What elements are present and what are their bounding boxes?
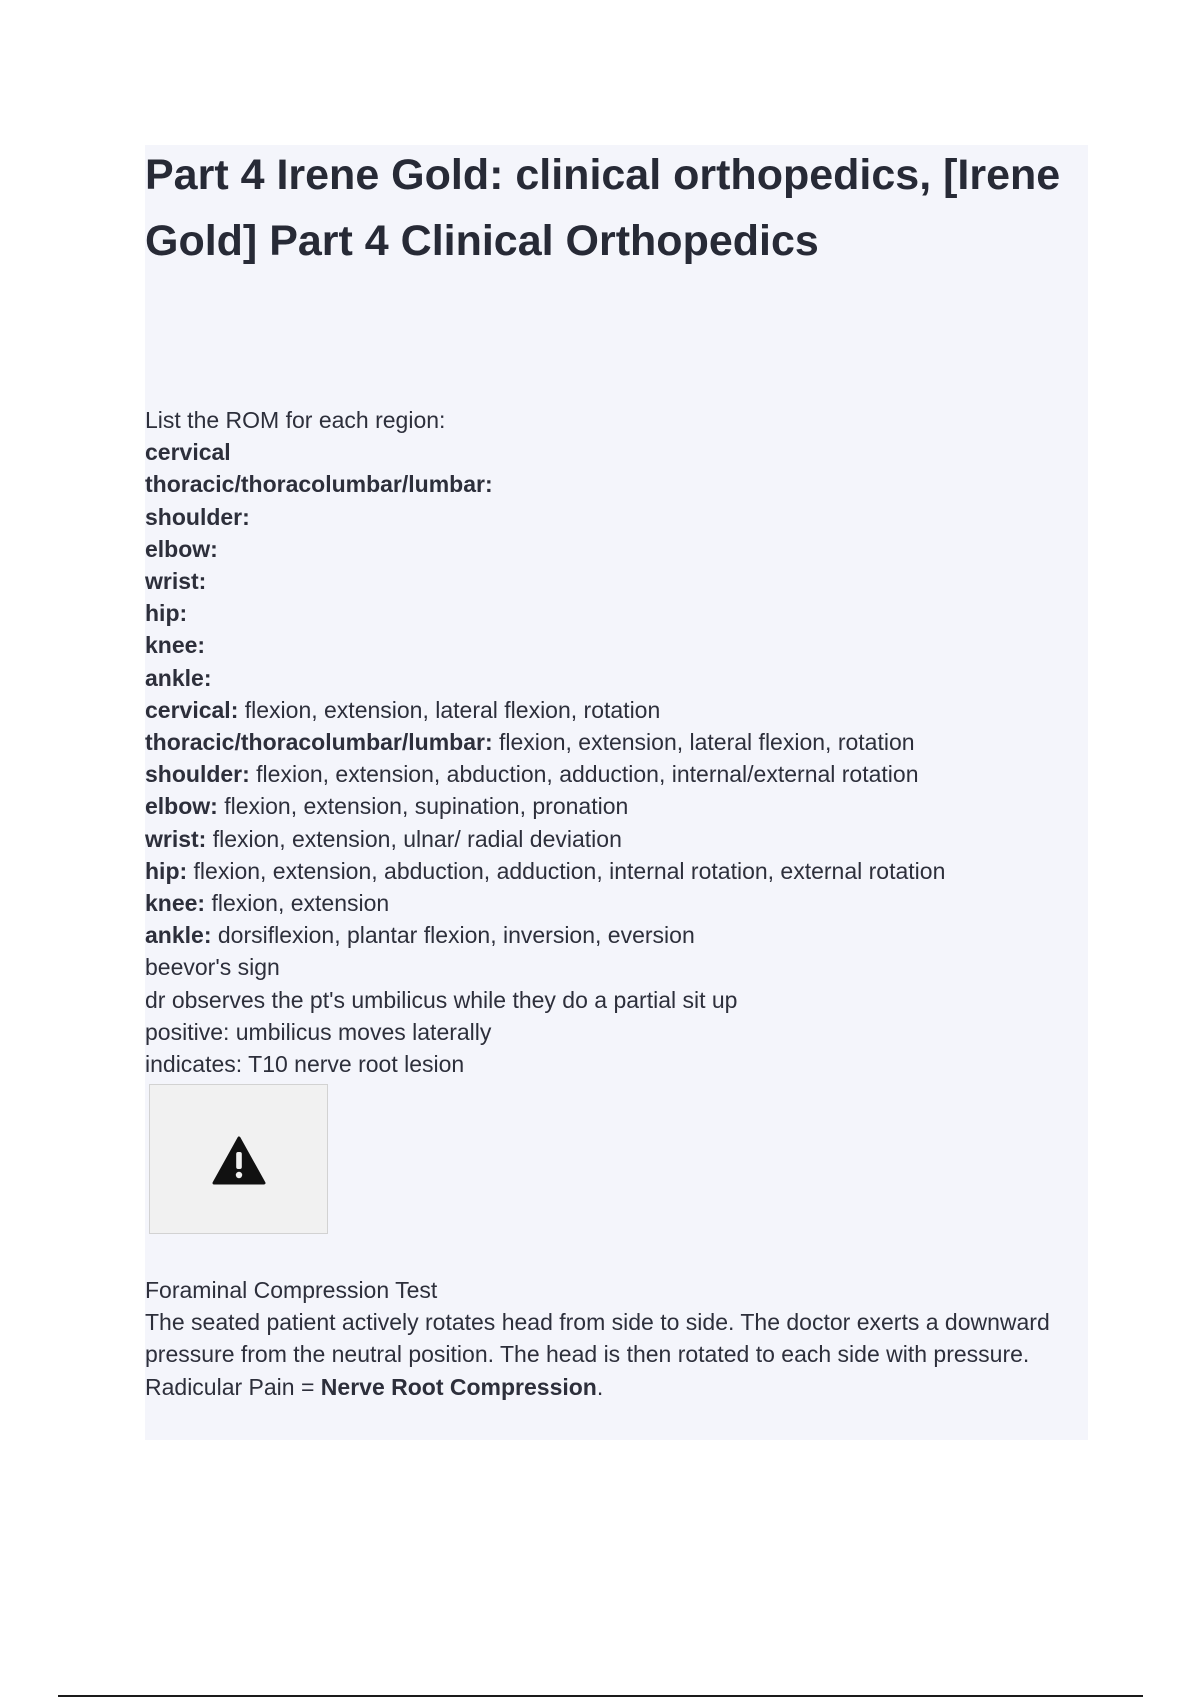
rom-answer-region: thoracic/thoracolumbar/lumbar: bbox=[145, 729, 493, 756]
rom-answer-motions: flexion, extension, lateral flexion, rotation bbox=[492, 729, 915, 756]
rom-answer-region: cervical: bbox=[145, 696, 239, 723]
rom-answer-motions: flexion, extension bbox=[205, 890, 390, 917]
rom-answer-row bbox=[145, 919, 1085, 951]
rom-region-label: shoulder: bbox=[145, 503, 250, 530]
rom-answer-region: hip: bbox=[145, 857, 188, 884]
rom-region-label: elbow: bbox=[145, 535, 218, 562]
rom-answer-region: elbow: bbox=[145, 793, 218, 820]
rom-region-label: cervical bbox=[145, 439, 231, 466]
warning-triangle-icon bbox=[212, 1136, 266, 1186]
result-emphasis: Nerve Root Compression bbox=[320, 1373, 597, 1400]
rom-region-label: wrist: bbox=[145, 568, 207, 595]
foraminal-test-description: The seated patient actively rotates head from side to side. The doctor exerts a downward pressure from the neutral position. The head is then rotated to each side with pressure. bbox=[145, 1309, 1050, 1368]
rom-answer-row bbox=[145, 823, 1085, 855]
rom-answer-motions: flexion, extension, lateral flexion, rotation bbox=[238, 696, 661, 723]
rom-answer-row bbox=[145, 855, 1085, 887]
beevors-sign-procedure: dr observes the pt's umbilicus while they do a partial sit up bbox=[145, 986, 738, 1013]
result-prefix: Radicular Pain = bbox=[145, 1373, 321, 1400]
rom-region-label: ankle: bbox=[145, 664, 212, 691]
rom-section bbox=[145, 404, 1085, 1080]
foraminal-compression-section bbox=[145, 1274, 1085, 1403]
rom-answer-row bbox=[145, 694, 1085, 726]
beevors-sign-indicates: indicates: T10 nerve root lesion bbox=[145, 1051, 465, 1078]
rom-answer-region: wrist: bbox=[145, 825, 207, 852]
rom-region-label: knee: bbox=[145, 632, 206, 659]
beevors-sign-title: beevor's sign bbox=[145, 954, 280, 981]
rom-answer-row bbox=[145, 887, 1085, 919]
rom-answer-motions: dorsiflexion, plantar flexion, inversion, eversion bbox=[211, 922, 695, 949]
rom-answer-motions: flexion, extension, ulnar/ radial deviation bbox=[206, 825, 622, 852]
foraminal-test-title: Foraminal Compression Test bbox=[145, 1277, 438, 1303]
document-title: Part 4 Irene Gold: clinical orthopedics, [Irene Gold] Part 4 Clinical Orthopedics bbox=[145, 151, 1061, 265]
footer-divider bbox=[58, 1695, 1143, 1697]
rom-answer-region: knee: bbox=[145, 890, 206, 917]
result-suffix: . bbox=[596, 1373, 604, 1400]
broken-image-placeholder bbox=[149, 1084, 328, 1234]
rom-answer-region: ankle: bbox=[145, 922, 212, 949]
rom-answer-motions: flexion, extension, abduction, adduction, internal/external rotation bbox=[249, 761, 919, 788]
rom-region-label: hip: bbox=[145, 600, 188, 627]
rom-answer-row bbox=[145, 726, 1085, 758]
rom-answer-motions: flexion, extension, abduction, adduction, internal rotation, external rotation bbox=[187, 857, 946, 884]
rom-answer-row bbox=[145, 758, 1085, 790]
rom-region-label: thoracic/thoracolumbar/lumbar: bbox=[145, 471, 493, 498]
foraminal-test-result bbox=[145, 1371, 1085, 1403]
rom-answer-region: shoulder: bbox=[145, 761, 250, 788]
rom-answer-motions: flexion, extension, supination, pronation bbox=[217, 793, 629, 820]
rom-intro: List the ROM for each region: bbox=[145, 407, 446, 433]
rom-answer-row bbox=[145, 790, 1085, 822]
beevors-sign-positive: positive: umbilicus moves laterally bbox=[145, 1018, 492, 1045]
